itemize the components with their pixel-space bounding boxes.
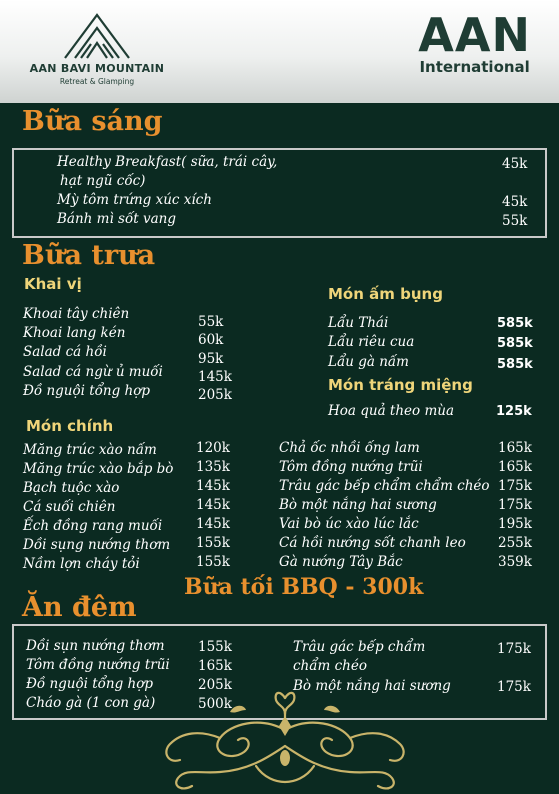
menu-item-price: 165k [498,440,532,456]
menu-item-price: 155k [198,639,232,655]
menu-item-price: 585k [497,316,533,331]
menu-item-price: 195k [498,516,532,532]
aan-international-logo [418,8,531,76]
menu-item-name: Măng trúc xào nấm [23,442,157,458]
menu-item-price: 175k [498,497,532,513]
menu-item-price: 165k [498,459,532,475]
menu-item-price: 95k [198,351,224,367]
menu-item-name: Măng trúc xào bắp bò [23,461,174,477]
menu-item-price: 145k [198,369,232,385]
menu-item-price: 145k [196,497,230,513]
menu-item-name: Tôm đồng nướng trũi [26,657,170,673]
menu-item-name: Dồi sụn nướng thơm [26,638,165,654]
brand-name: AAN BAVI MOUNTAIN [29,62,165,75]
dessert-title: Món tráng miệng [328,376,473,394]
appetizers-title: Khai vị [24,275,82,293]
menu-item-name: Đồ nguội tổng hợp [23,383,150,399]
menu-item-name: Lẩu Thái [328,315,389,331]
menu-item-price: 155k [196,554,230,570]
menu-item-name: Cá hồi nướng sốt chanh leo [279,535,466,551]
menu-item-price: 175k [497,641,531,657]
menu-item-name: Tôm đồng nướng trũi [279,459,423,475]
menu-item-price: 165k [198,658,232,674]
menu-item-name: Dồi sụng nướng thơm [23,537,171,553]
breakfast-title: Bữa sáng [22,106,163,137]
menu-item-price: 585k [497,336,533,351]
menu-item-name: Bánh mì sốt vang [57,211,176,227]
menu-item-name: Trâu gác bếp chẩm chẩm chéo [279,478,490,494]
menu-item-price: 500k [198,696,232,712]
menu-item-name: Salad cá hồi [23,344,107,360]
dinner-title: Bữa tối BBQ - 300k [184,574,424,600]
menu-item-price: 175k [497,679,531,695]
menu-item-name: Hoa quả theo mùa [328,403,454,419]
menu-item-name: Trâu gác bếp chẩm [293,639,426,655]
menu-item-price: 175k [498,478,532,494]
menu-item-name: Mỳ tôm trứng xúc xích [57,192,212,208]
menu-item-price: 55k [502,213,528,229]
menu-item-name: Healthy Breakfast( sữa, trái cây, [57,154,278,170]
menu-item-name: Gà nướng Tây Bắc [279,554,403,570]
mountain-logo-icon [61,12,133,60]
menu-item-price: 205k [198,677,232,693]
menu-item-name: Salad cá ngừ ủ muối [23,364,163,380]
menu-item-price: 45k [502,156,528,172]
menu-item-name: Nầm lợn cháy tỏi [23,556,140,572]
menu-item-name: Vai bò úc xào lúc lắc [279,516,419,532]
lunch-title: Bữa trưa [22,240,156,271]
menu-item-price: 359k [498,554,532,570]
menu-item-price: 155k [196,535,230,551]
menu-item-price: 55k [198,314,224,330]
aan-bavi-logo [22,12,172,97]
menu-item-name: chẩm chéo [293,658,367,674]
menu-item-name: Bạch tuộc xào [23,480,120,496]
menu-item-name: Cá suối chiên [23,499,116,515]
aan-sub-wordmark: International [419,58,530,76]
menu-item-price: 205k [198,387,232,403]
header-banner [0,0,559,103]
menu-item-price: 60k [198,332,224,348]
menu-item-price: 145k [196,478,230,494]
menu-item-name: Khoai tây chiên [23,306,130,322]
menu-item-price: 145k [196,516,230,532]
menu-item-price: 45k [502,194,528,210]
menu-item-name: Bò một nắng hai sương [293,678,451,694]
ornament-flourish-icon [160,686,410,794]
menu-item-name: Chả ốc nhồi ống lam [279,440,420,456]
menu-item-name: Bò một nắng hai sương [279,497,437,513]
hotpot-title: Món ấm bụng [328,285,443,303]
menu-item-name: Lẩu gà nấm [328,354,409,370]
brand-tagline: Retreat & Glamping [59,77,135,86]
menu-item-price: 125k [496,404,532,419]
menu-item-name: hạt ngũ cốc) [60,173,146,189]
menu-item-name: Lẩu riêu cua [328,334,415,350]
menu-item-name: Khoai lang kén [23,325,126,341]
night-title: Ăn đêm [22,592,137,623]
aan-wordmark: AAN [418,8,531,62]
mains-title: Món chính [26,417,114,435]
menu-item-name: Ếch đồng rang muối [23,518,163,534]
menu-item-price: 120k [196,440,230,456]
menu-item-name: Cháo gà (1 con gà) [26,695,156,711]
menu-item-name: Đồ nguội tổng hợp [26,676,153,692]
menu-item-price: 585k [497,357,533,372]
menu-item-price: 135k [196,459,230,475]
menu-item-price: 255k [498,535,532,551]
